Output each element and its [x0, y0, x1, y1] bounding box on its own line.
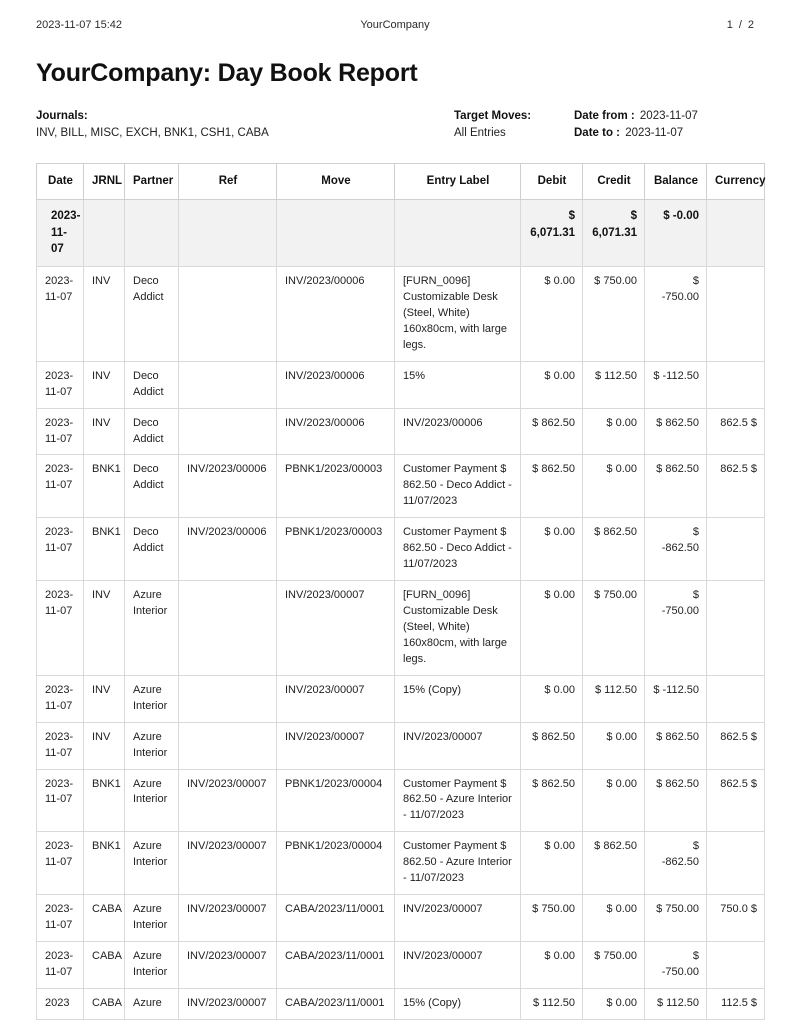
cell-move: CABA/2023/11/0001: [277, 942, 395, 989]
column-header-currency: Currency: [707, 164, 765, 200]
table-row: [37, 942, 765, 989]
cell-credit: $ 0.00: [583, 895, 645, 942]
table-header-row: [37, 164, 765, 200]
cell-move: PBNK1/2023/00004: [277, 832, 395, 895]
column-header-credit: Credit: [583, 164, 645, 200]
cell-date: 2023-11-07: [37, 455, 84, 518]
cell-debit: $ 862.50: [521, 722, 583, 769]
cell-move: CABA/2023/11/0001: [277, 988, 395, 1019]
cell-jrnl: CABA: [84, 942, 125, 989]
table-row: [37, 408, 765, 455]
cell-debit: $ 112.50: [521, 988, 583, 1019]
target-moves-value: All Entries: [454, 126, 506, 139]
cell-move: INV/2023/00006: [277, 408, 395, 455]
cell-currency: [707, 518, 765, 581]
cell-jrnl: INV: [84, 722, 125, 769]
meta-target-moves: [454, 108, 574, 141]
cell-partner: Deco Addict: [125, 408, 179, 455]
cell-credit: $ 112.50: [583, 361, 645, 408]
cell-balance: $ -750.00: [645, 581, 707, 676]
cell-balance: $ 862.50: [645, 408, 707, 455]
cell-jrnl: INV: [84, 675, 125, 722]
column-header-balance: Balance: [645, 164, 707, 200]
cell-entry-label: 15% (Copy): [395, 988, 521, 1019]
cell-partner: Azure Interior: [125, 895, 179, 942]
column-header-partner: Partner: [125, 164, 179, 200]
cell-currency: 862.5 $: [707, 408, 765, 455]
cell-move: INV/2023/00007: [277, 675, 395, 722]
cell-partner: Azure Interior: [125, 942, 179, 989]
cell-ref: [179, 675, 277, 722]
cell-currency: 862.5 $: [707, 769, 765, 832]
cell-credit: $ 0.00: [583, 722, 645, 769]
cell-entry-label: Customer Payment $ 862.50 - Azure Interior - 11/07/2023: [395, 769, 521, 832]
cell-balance: $ -862.50: [645, 518, 707, 581]
cell-jrnl: CABA: [84, 988, 125, 1019]
summary-blank-move: [277, 200, 395, 267]
page-current: 1: [726, 19, 733, 31]
page-separator: /: [738, 19, 742, 31]
cell-partner: Azure Interior: [125, 675, 179, 722]
cell-move: PBNK1/2023/00004: [277, 769, 395, 832]
cell-jrnl: BNK1: [84, 518, 125, 581]
table-summary-row: [37, 200, 765, 267]
cell-entry-label: Customer Payment $ 862.50 - Deco Addict - 11/07/2023: [395, 455, 521, 518]
table-row: [37, 455, 765, 518]
cell-ref: INV/2023/00007: [179, 942, 277, 989]
cell-partner: Azure Interior: [125, 769, 179, 832]
summary-blank-partner: [125, 200, 179, 267]
cell-currency: [707, 581, 765, 676]
table-row: [37, 988, 765, 1019]
table-row: [37, 675, 765, 722]
cell-partner: Azure Interior: [125, 722, 179, 769]
cell-jrnl: BNK1: [84, 769, 125, 832]
table-row: [37, 895, 765, 942]
cell-entry-label: Customer Payment $ 862.50 - Azure Interior - 11/07/2023: [395, 832, 521, 895]
cell-date: 2023-11-07: [37, 722, 84, 769]
cell-date: 2023-11-07: [37, 581, 84, 676]
cell-debit: $ 0.00: [521, 361, 583, 408]
summary-balance: $ -0.00: [645, 200, 707, 267]
cell-balance: $ -750.00: [645, 942, 707, 989]
cell-currency: [707, 675, 765, 722]
cell-currency: 750.0 $: [707, 895, 765, 942]
cell-credit: $ 0.00: [583, 988, 645, 1019]
cell-balance: $ 112.50: [645, 988, 707, 1019]
cell-balance: $ -112.50: [645, 675, 707, 722]
cell-partner: Deco Addict: [125, 361, 179, 408]
summary-date: 2023-11-07: [37, 200, 84, 267]
cell-debit: $ 0.00: [521, 832, 583, 895]
cell-balance: $ 862.50: [645, 455, 707, 518]
cell-move: CABA/2023/11/0001: [277, 895, 395, 942]
cell-jrnl: INV: [84, 267, 125, 362]
cell-ref: [179, 361, 277, 408]
cell-debit: $ 0.00: [521, 675, 583, 722]
cell-date: 2023: [37, 988, 84, 1019]
cell-entry-label: 15%: [395, 361, 521, 408]
date-from-value: 2023-11-07: [639, 110, 698, 122]
cell-credit: $ 750.00: [583, 942, 645, 989]
cell-date: 2023-11-07: [37, 832, 84, 895]
target-moves-label: Target Moves:: [454, 110, 532, 122]
cell-jrnl: BNK1: [84, 455, 125, 518]
cell-move: PBNK1/2023/00003: [277, 518, 395, 581]
print-header-datetime: 2023-11-07 15:42: [36, 19, 123, 31]
summary-credit: $ 6,071.31: [583, 200, 645, 267]
cell-partner: Azure Interior: [125, 581, 179, 676]
column-header-move: Move: [277, 164, 395, 200]
cell-ref: INV/2023/00007: [179, 988, 277, 1019]
date-from-row: [574, 108, 754, 125]
table-row: [37, 832, 765, 895]
summary-blank-jrnl: [84, 200, 125, 267]
column-header-ref: Ref: [179, 164, 277, 200]
cell-credit: $ 750.00: [583, 581, 645, 676]
date-from-label: Date from :: [574, 110, 635, 122]
table-header: [37, 164, 765, 200]
cell-debit: $ 0.00: [521, 581, 583, 676]
cell-entry-label: [FURN_0096] Customizable Desk (Steel, White) 160x80cm, with large legs.: [395, 267, 521, 362]
cell-ref: INV/2023/00007: [179, 895, 277, 942]
cell-balance: $ 862.50: [645, 722, 707, 769]
page-total: 2: [747, 19, 754, 31]
cell-credit: $ 0.00: [583, 408, 645, 455]
journals-label: Journals:: [36, 110, 88, 122]
cell-currency: 862.5 $: [707, 722, 765, 769]
date-to-row: [574, 125, 754, 142]
cell-balance: $ -112.50: [645, 361, 707, 408]
column-header-date: Date: [37, 164, 84, 200]
cell-credit: $ 750.00: [583, 267, 645, 362]
cell-ref: [179, 408, 277, 455]
cell-ref: INV/2023/00007: [179, 832, 277, 895]
cell-jrnl: CABA: [84, 895, 125, 942]
cell-balance: $ 750.00: [645, 895, 707, 942]
table-body: [37, 200, 765, 1020]
cell-partner: Azure Interior: [125, 832, 179, 895]
cell-date: 2023-11-07: [37, 361, 84, 408]
column-header-entry-label: Entry Label: [395, 164, 521, 200]
cell-debit: $ 0.00: [521, 267, 583, 362]
column-header-debit: Debit: [521, 164, 583, 200]
meta-journals: [36, 108, 454, 141]
cell-balance: $ -862.50: [645, 832, 707, 895]
cell-ref: INV/2023/00007: [179, 769, 277, 832]
table-row: [37, 722, 765, 769]
cell-debit: $ 862.50: [521, 769, 583, 832]
cell-partner: Deco Addict: [125, 267, 179, 362]
summary-blank-label: [395, 200, 521, 267]
journals-value: INV, BILL, MISC, EXCH, BNK1, CSH1, CABA: [36, 126, 269, 139]
cell-move: INV/2023/00006: [277, 267, 395, 362]
table-row: [37, 518, 765, 581]
table-row: [37, 267, 765, 362]
date-to-value: 2023-11-07: [625, 126, 684, 139]
cell-date: 2023-11-07: [37, 408, 84, 455]
cell-currency: [707, 942, 765, 989]
print-header-pagination: [554, 19, 754, 31]
cell-currency: [707, 267, 765, 362]
cell-move: INV/2023/00007: [277, 722, 395, 769]
daybook-table: [36, 163, 765, 1020]
cell-entry-label: INV/2023/00007: [395, 942, 521, 989]
cell-credit: $ 0.00: [583, 769, 645, 832]
cell-debit: $ 0.00: [521, 942, 583, 989]
cell-jrnl: INV: [84, 361, 125, 408]
cell-credit: $ 862.50: [583, 832, 645, 895]
cell-partner: Deco Addict: [125, 518, 179, 581]
cell-jrnl: INV: [84, 581, 125, 676]
cell-currency: [707, 832, 765, 895]
summary-blank-ref: [179, 200, 277, 267]
meta-dates: [574, 108, 754, 141]
cell-date: 2023-11-07: [37, 518, 84, 581]
summary-debit: $ 6,071.31: [521, 200, 583, 267]
cell-move: INV/2023/00007: [277, 581, 395, 676]
cell-debit: $ 862.50: [521, 455, 583, 518]
table-row: [37, 769, 765, 832]
cell-date: 2023-11-07: [37, 769, 84, 832]
cell-entry-label: INV/2023/00007: [395, 895, 521, 942]
cell-currency: 862.5 $: [707, 455, 765, 518]
cell-entry-label: Customer Payment $ 862.50 - Deco Addict - 11/07/2023: [395, 518, 521, 581]
cell-date: 2023-11-07: [37, 267, 84, 362]
cell-partner: Deco Addict: [125, 455, 179, 518]
cell-date: 2023-11-07: [37, 895, 84, 942]
cell-debit: $ 0.00: [521, 518, 583, 581]
column-header-jrnl: JRNL: [84, 164, 125, 200]
table-row: [37, 581, 765, 676]
cell-credit: $ 112.50: [583, 675, 645, 722]
cell-date: 2023-11-07: [37, 942, 84, 989]
cell-credit: $ 0.00: [583, 455, 645, 518]
table-row: [37, 361, 765, 408]
report-meta: [36, 108, 754, 141]
date-to-label: Date to :: [574, 126, 620, 139]
cell-ref: [179, 722, 277, 769]
cell-ref: [179, 581, 277, 676]
cell-entry-label: INV/2023/00006: [395, 408, 521, 455]
page-title: YourCompany: Day Book Report: [36, 59, 418, 87]
cell-debit: $ 750.00: [521, 895, 583, 942]
cell-ref: [179, 267, 277, 362]
cell-debit: $ 862.50: [521, 408, 583, 455]
print-header: [36, 0, 754, 37]
cell-balance: $ 862.50: [645, 769, 707, 832]
cell-date: 2023-11-07: [37, 675, 84, 722]
cell-credit: $ 862.50: [583, 518, 645, 581]
cell-move: INV/2023/00006: [277, 361, 395, 408]
cell-entry-label: 15% (Copy): [395, 675, 521, 722]
cell-balance: $ -750.00: [645, 267, 707, 362]
cell-move: PBNK1/2023/00003: [277, 455, 395, 518]
cell-jrnl: INV: [84, 408, 125, 455]
cell-currency: [707, 361, 765, 408]
cell-entry-label: [FURN_0096] Customizable Desk (Steel, White) 160x80cm, with large legs.: [395, 581, 521, 676]
summary-blank-currency: [707, 200, 765, 267]
print-header-title: YourCompany: [360, 19, 430, 31]
cell-partner: Azure: [125, 988, 179, 1019]
cell-jrnl: BNK1: [84, 832, 125, 895]
cell-currency: 112.5 $: [707, 988, 765, 1019]
cell-ref: INV/2023/00006: [179, 455, 277, 518]
cell-ref: INV/2023/00006: [179, 518, 277, 581]
cell-entry-label: INV/2023/00007: [395, 722, 521, 769]
